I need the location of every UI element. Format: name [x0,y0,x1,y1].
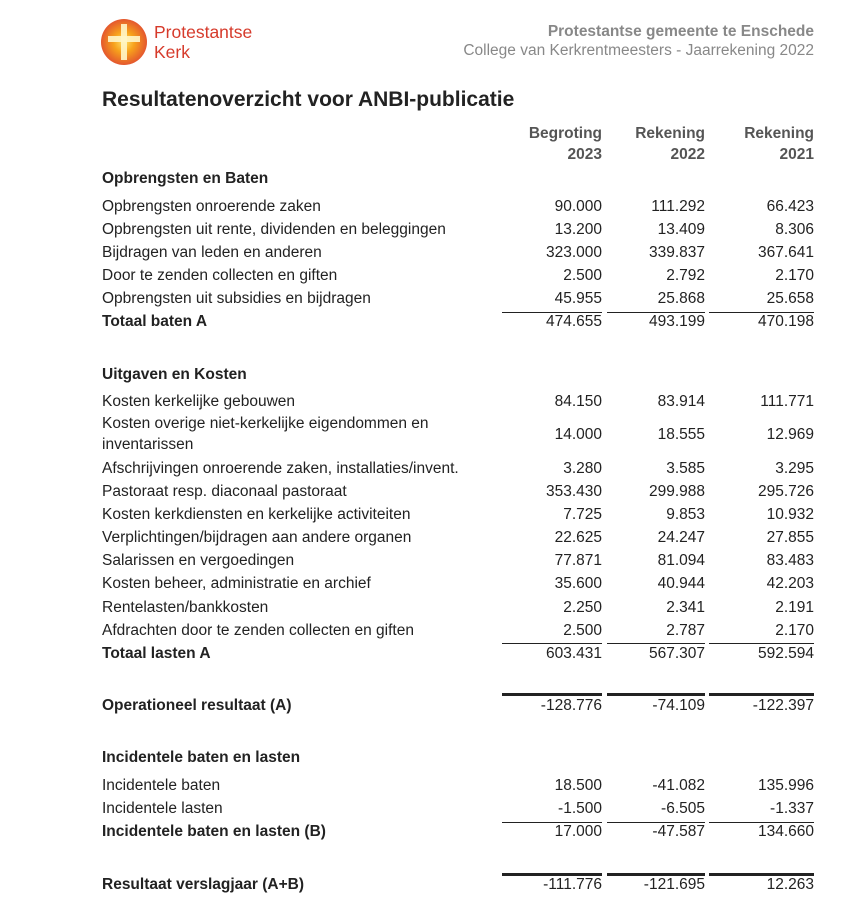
cell-value: 12.263 [766,876,814,893]
table-row [0,597,845,619]
cell-value: 3.295 [775,460,814,477]
cell-value: 339.837 [648,244,705,261]
row-label: Salarissen en vergoedingen [102,552,295,569]
table-row [0,219,845,241]
column-header-begroting-2023 [529,123,602,165]
column-header-rekening-2022 [635,123,705,165]
subtotal-rule [607,822,705,823]
cell-value: 2.341 [666,599,705,616]
subtotal-rule [607,643,705,644]
table-row [0,620,845,642]
table-row [0,391,845,413]
cell-value: 83.483 [766,552,814,569]
row-label: Resultaat verslagjaar (A+B) [102,876,305,893]
table-row [0,504,845,526]
row-label: Incidentele baten en lasten (B) [102,823,326,840]
result-rule [607,693,705,696]
cell-value: -111.776 [543,876,602,893]
cell-value: 22.625 [554,529,602,546]
cell-value: 493.199 [648,313,705,330]
cell-value: 81.094 [657,552,705,569]
cell-value: 367.641 [757,244,814,261]
column-header-line2: 2022 [670,146,705,163]
subtotal-rule [502,643,602,644]
cell-value: 84.150 [554,393,602,410]
cell-value: 2.191 [775,599,814,616]
row-label: Bijdragen van leden en anderen [102,244,322,261]
cell-value: 35.600 [554,575,602,592]
row-label: Rentelasten/bankkosten [102,599,269,616]
total-row [0,821,845,843]
column-header-rekening-2021 [744,123,814,165]
cell-value: -1.337 [770,800,814,817]
row-label: Incidentele baten en lasten [102,749,301,766]
cell-value: -128.776 [540,697,602,714]
row-label: Opbrengsten onroerende zaken [102,198,321,215]
subtotal-rule [502,312,602,313]
result-rule [607,873,705,876]
cell-value: 25.658 [766,290,814,307]
result-rule [502,873,602,876]
result-rule [502,693,602,696]
row-label: Totaal baten A [102,313,208,330]
row-label: Opbrengsten uit rente, dividenden en beleggingen [102,221,446,238]
row-label [102,413,429,455]
cell-value: 2.500 [563,267,602,284]
row-label: Incidentele baten [102,777,221,794]
table-row [0,798,845,820]
result-row [0,695,845,717]
cell-value: 299.988 [648,483,705,500]
cell-value: 470.198 [757,313,814,330]
row-label: Opbrengsten en Baten [102,170,269,187]
cell-value: 295.726 [757,483,814,500]
row-label: Kosten kerkelijke gebouwen [102,393,296,410]
row-label: Door te zenden collecten en giften [102,267,338,284]
cell-value: 2.170 [775,267,814,284]
row-label: Pastoraat resp. diaconaal pastoraat [102,483,347,500]
cell-value: 111.292 [651,198,705,215]
cell-value: 323.000 [545,244,602,261]
subtotal-rule [709,643,814,644]
sun-cross-icon [100,18,148,66]
subtotal-rule [502,822,602,823]
column-header-line1: Rekening [635,125,705,142]
cell-value: 135.996 [757,777,814,794]
cell-value: 17.000 [554,823,602,840]
table-row [0,481,845,503]
cell-value: 25.868 [657,290,705,307]
table-row [0,265,845,287]
cell-value: -47.587 [652,823,705,840]
cell-value: 14.000 [554,426,602,443]
cell-value: 8.306 [775,221,814,238]
cell-value: 9.853 [666,506,705,523]
cell-value: -122.397 [752,697,814,714]
table-row [0,458,845,480]
cell-value: 2.170 [775,622,814,639]
cell-value: -121.695 [643,876,705,893]
table-row [0,288,845,310]
row-label: Verplichtingen/bijdragen aan andere organen [102,529,412,546]
table-row [0,196,845,218]
cell-value: 603.431 [545,645,602,662]
logo-text-line2: Kerk [154,42,190,62]
cell-value: -1.500 [558,800,602,817]
document-subtitle: College van Kerkrentmeesters - Jaarrekening 2022 [463,42,814,59]
section-heading [0,168,845,190]
cell-value: 77.871 [554,552,602,569]
cell-value: 567.307 [648,645,705,662]
cell-value: 66.423 [766,198,814,215]
row-label: Afschrijvingen onroerende zaken, installaties/invent. [102,460,459,477]
logo-text-line1: Protestantse [154,22,253,42]
cell-value: -6.505 [661,800,705,817]
cell-value: 7.725 [563,506,602,523]
cell-value: 111.771 [760,393,814,410]
cell-value: 474.655 [545,313,602,330]
table-row [0,573,845,595]
cell-value: 134.660 [757,823,814,840]
cell-value: -74.109 [652,697,705,714]
cell-value: 12.969 [766,426,814,443]
cell-value: 592.594 [757,645,814,662]
table-row [0,527,845,549]
cell-value: 24.247 [657,529,705,546]
row-label: Totaal lasten A [102,645,211,662]
cell-value: 18.555 [657,426,705,443]
column-header-line1: Begroting [528,125,602,142]
cell-value: 42.203 [766,575,814,592]
cell-value: 18.500 [554,777,602,794]
cell-value: 3.280 [563,460,602,477]
cell-value: 13.409 [657,221,705,238]
page-title: Resultatenoverzicht voor ANBI-publicatie [102,88,515,111]
column-header-line2: 2021 [779,146,814,163]
cell-value: 2.500 [563,622,602,639]
cell-value: 40.944 [657,575,705,592]
result-row [0,874,845,896]
cell-value: 2.787 [666,622,705,639]
subtotal-rule [607,312,705,313]
row-label: Uitgaven en Kosten [102,366,247,383]
table-row [0,550,845,572]
row-label: Opbrengsten uit subsidies en bijdragen [102,290,371,307]
organisation-name: Protestantse gemeente te Enschede [547,23,814,40]
cell-value: 90.000 [554,198,602,215]
cell-value: 2.792 [666,267,705,284]
column-header-line2: 2023 [567,146,602,163]
cell-value: 10.932 [766,506,814,523]
total-row [0,643,845,665]
row-label: Afdrachten door te zenden collecten en giften [102,622,414,639]
result-rule [709,693,814,696]
row-label: Kosten beheer, administratie en archief [102,575,371,592]
cell-value: 353.430 [545,483,602,500]
cell-value: 3.585 [666,460,705,477]
cell-value: -41.082 [652,777,705,794]
cell-value: 27.855 [766,529,814,546]
column-header-line1: Rekening [744,125,814,142]
cell-value: 83.914 [657,393,705,410]
table-row [0,775,845,797]
cell-value: 45.955 [554,290,602,307]
cell-value: 2.250 [563,599,602,616]
organisation-header [463,22,814,60]
row-label: Operationeel resultaat (A) [102,697,292,714]
result-rule [709,873,814,876]
subtotal-rule [709,312,814,313]
section-heading [0,747,845,769]
cell-value: 13.200 [554,221,602,238]
total-row [0,311,845,333]
section-heading [0,364,845,386]
row-label-line1: Kosten overige niet-kerkelijke eigendommen en [102,415,429,432]
table-row [0,242,845,264]
subtotal-rule [709,822,814,823]
row-label-line2: inventarissen [102,436,194,453]
table-row [0,413,845,457]
row-label: Incidentele lasten [102,800,223,817]
row-label: Kosten kerkdiensten en kerkelijke activiteiten [102,506,411,523]
